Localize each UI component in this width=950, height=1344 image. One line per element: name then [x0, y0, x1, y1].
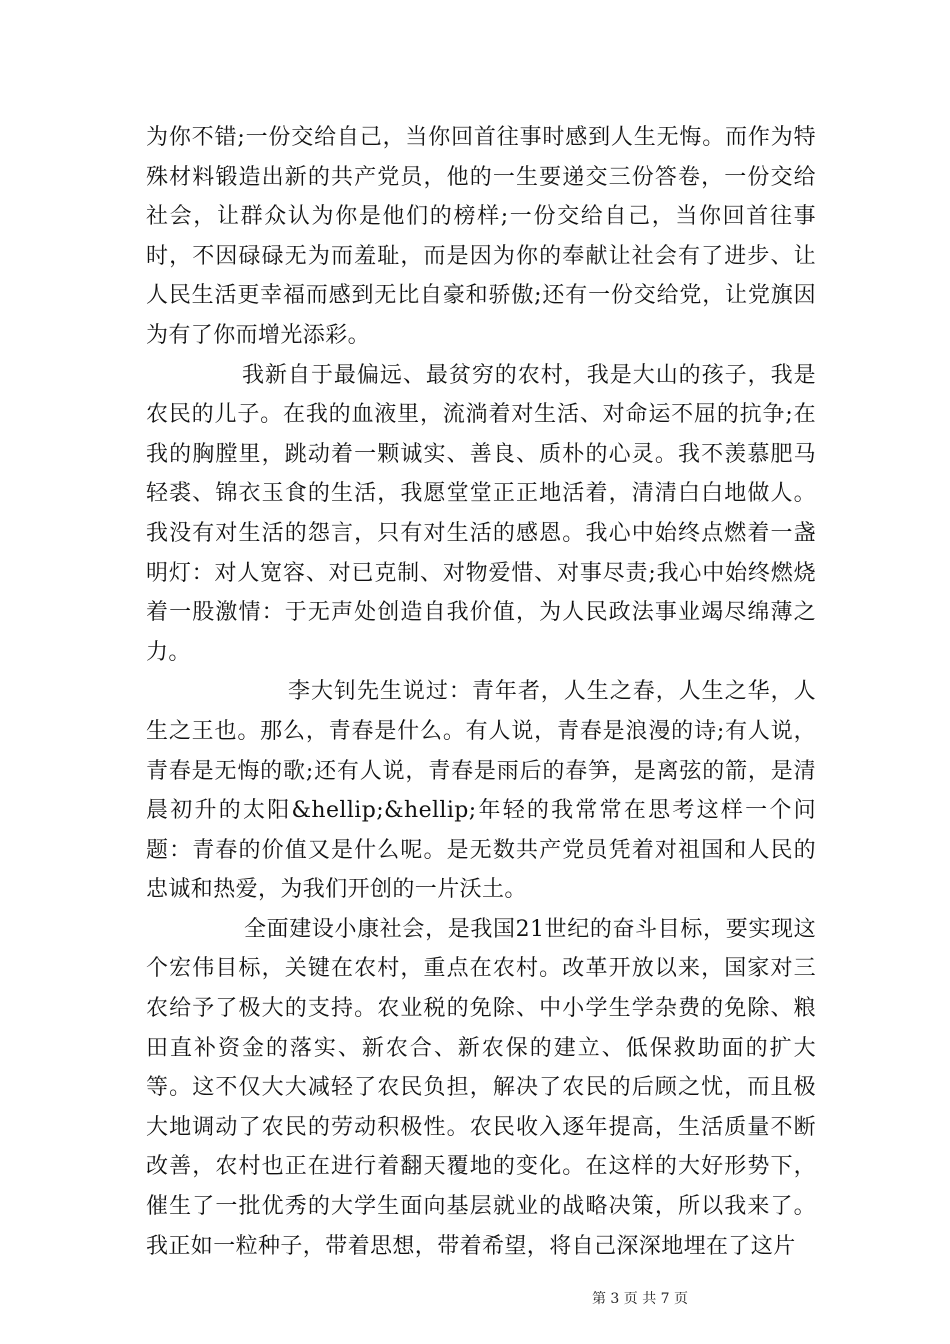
page-number-text: 第 3 页 共 7 页	[591, 1291, 689, 1307]
paragraph-2: 我新自于最偏远、最贫穷的农村，我是大山的孩子，我是农民的儿子。在我的血液里，流淌着对生活、对命运不屈的抗争;在我的胸膛里，跳动着一颗诚实、善良、质朴的心灵。我不羡慕肥马轻裘、锦衣玉食的生活，我愿堂堂正正地活着，清清白白地做人。我没有对生活的怨言，只有对生活的感恩。我心中始终点燃着一盏明灯：对人宽容、对已克制、对物爱惜、对事尽责;我心中始终燃烧着一股激情：于无声处创造自我价值，为人民政法事业竭尽绵薄之力。	[146, 362, 816, 665]
body-text	[146, 118, 816, 1266]
paragraph-1: 为你不错;一份交给自己，当你回首往事时感到人生无悔。而作为特殊材料锻造出新的共产党员，他的一生要递交三份答卷，一份交给社会，让群众认为你是他们的榜样;一份交给自己，当你回首往事时，不因碌碌无为而羞耻，而是因为你的奉献让社会有了进步、让人民生活更幸福而感到无比自豪和骄傲;还有一份交给党，让党旗因为有了你而增光添彩。	[146, 125, 816, 348]
paragraph-4: 全面建设小康社会，是我国21世纪的奋斗目标，要实现这个宏伟目标，关键在农村，重点在农村。改革开放以来，国家对三农给予了极大的支持。农业税的免除、中小学生学杂费的免除、粮田直补资金的落实、新农合、新农保的建立、低保救助面的扩大等。这不仅大大减轻了农民负担，解决了农民的后顾之忧，而且极大地调动了农民的劳动积极性。农民收入逐年提高，生活质量不断改善，农村也正在进行着翻天覆地的变化。在这样的大好形势下，催生了一批优秀的大学生面向基层就业的战略决策，所以我来了。我正如一粒种子，带着思想，带着希望，将自己深深地埋在了这片	[146, 916, 816, 1259]
page-number-footer	[0, 1289, 950, 1309]
paragraph-3: 李大钊先生说过：青年者，人生之春，人生之华，人生之王也。那么，青春是什么。有人说，青春是浪漫的诗;有人说，青春是无悔的歌;还有人说，青春是雨后的春笋，是离弦的箭，是清晨初升的太阳&hellip;&hellip;年轻的我常常在思考这样一个问题：青春的价值又是什么呢。是无数共产党员凭着对祖国和人民的忠诚和热爱，为我们开创的一片沃土。	[146, 679, 816, 903]
